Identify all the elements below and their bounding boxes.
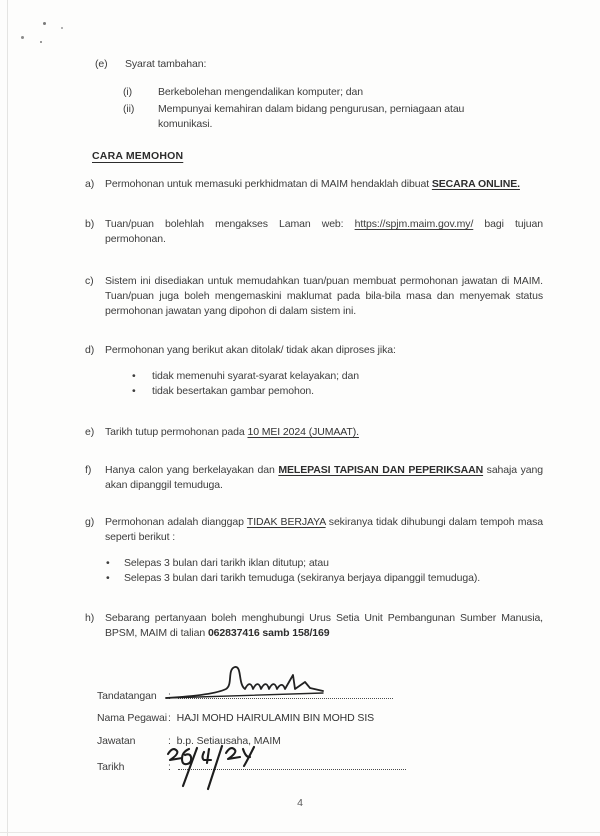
scan-speck bbox=[21, 36, 24, 39]
list-item-d bbox=[85, 343, 543, 398]
bullet-icon: • bbox=[106, 557, 110, 569]
item-label: h) bbox=[85, 612, 95, 624]
subitem-label: (ii) bbox=[123, 103, 135, 115]
clause-subitem bbox=[123, 85, 545, 100]
item-label: c) bbox=[85, 275, 94, 287]
item-label: a) bbox=[85, 178, 95, 190]
subitem-label: (i) bbox=[123, 86, 133, 98]
scan-speck bbox=[40, 41, 42, 43]
list-item-b bbox=[85, 217, 543, 247]
subitem-text: Berkebolehan mengendalikan komputer; dan bbox=[158, 86, 363, 98]
bullet-list bbox=[105, 556, 543, 585]
list-item-e bbox=[85, 425, 543, 440]
bullet-list bbox=[105, 369, 543, 398]
jawatan-label: Jawatan bbox=[97, 735, 136, 747]
item-text: Sistem ini disediakan untuk memudahkan tuan/puan membuat permohonan jawatan di MAIM. Tuan/puan juga boleh mengemaskini maklumat pada bila-bila masa dan menyemak status permohonan jawatan yang dipohon di dalam sistem ini. bbox=[105, 275, 543, 317]
list-item-a bbox=[85, 177, 543, 192]
nama-pegawai-label: Nama Pegawai bbox=[97, 712, 168, 724]
item-text: Sebarang pertanyaan boleh menghubungi Urus Setia Unit Pembangunan Sumber Manusia, BPSM, MAIM di talian 062837416 samb 158/169 bbox=[105, 612, 543, 639]
clause-label: (e) bbox=[95, 58, 108, 70]
clause-title-text: Syarat tambahan: bbox=[125, 58, 207, 70]
item-label: g) bbox=[85, 516, 95, 528]
item-text: Tarikh tutup permohonan pada 10 MEI 2024 (JUMAAT). bbox=[105, 426, 359, 438]
list-item-f bbox=[85, 463, 543, 493]
web-url-text: https://spjm.maim.gov.my/ bbox=[354, 218, 474, 230]
bullet-item: • tidak besertakan gambar pemohon. bbox=[105, 384, 543, 399]
list-item-g bbox=[85, 515, 543, 585]
item-text: Permohonan adalah dianggap TIDAK BERJAYA sekiranya tidak dihubungi dalam tempoh masa seperti berikut : • Selepas 3 bulan dari tarikh iklan ditutup; atau • Selepas 3 bulan dari tarikh temuduga (sekiranya berjaya dipanggil temuduga). bbox=[105, 516, 544, 584]
item-text: Hanya calon yang berkelayakan dan MELEPASI TAPISAN DAN PEPERIKSAAN sahaja yang akan dipanggil temuduga. bbox=[105, 464, 543, 491]
tarikh-label: Tarikh bbox=[97, 761, 125, 773]
item-label: d) bbox=[85, 344, 95, 356]
bullet-item: • Selepas 3 bulan dari tarikh iklan ditutup; atau bbox=[106, 557, 329, 569]
emphasized-text: SECARA ONLINE. bbox=[431, 178, 520, 190]
officer-name: HAJI MOHD HAIRULAMIN BIN MOHD SIS bbox=[176, 712, 375, 724]
bullet-item: • Selepas 3 bulan dari tarikh temuduga (sekiranya berjaya dipanggil temuduga). bbox=[106, 571, 481, 584]
tandatangan-label: Tandatangan bbox=[97, 690, 157, 702]
officer-position: b.p. Setiausaha, MAIM bbox=[176, 735, 281, 747]
scan-speck bbox=[43, 22, 46, 25]
list-item-c bbox=[85, 274, 543, 319]
signature-row-jawatan: Jawatan : b.p. Setiausaha, MAIM bbox=[97, 735, 281, 747]
bullet-icon: • bbox=[132, 370, 136, 382]
handwritten-date bbox=[156, 736, 256, 794]
clause-subitem bbox=[123, 102, 545, 132]
item-text: Tuan/puan bolehlah mengakses Laman web: https://spjm.maim.gov.my/ bagi tujuan permohonan. bbox=[105, 218, 543, 245]
item-label: e) bbox=[85, 426, 95, 438]
scan-edge-line bbox=[0, 832, 600, 833]
item-text: Permohonan untuk memasuki perkhidmatan di MAIM hendaklah dibuat SECARA ONLINE. bbox=[105, 178, 520, 190]
page-number: 4 bbox=[297, 797, 303, 809]
emphasized-text: MELEPASI TAPISAN DAN PEPERIKSAAN bbox=[278, 464, 484, 476]
item-label: b) bbox=[85, 218, 95, 230]
bullet-icon: • bbox=[132, 384, 136, 397]
signature-row-tandatangan: Tandatangan : bbox=[97, 685, 393, 704]
bullet-item: • tidak memenuhi syarat-syarat kelayakan; dan bbox=[105, 369, 543, 384]
section-heading: CARA MEMOHON bbox=[92, 150, 184, 162]
phone-number-text: 062837416 samb 158/169 bbox=[207, 627, 330, 639]
list-item-h bbox=[85, 611, 543, 641]
signature-ink bbox=[160, 660, 370, 702]
emphasized-text: 10 MEI 2024 (JUMAAT). bbox=[247, 426, 359, 438]
item-label: f) bbox=[85, 464, 92, 476]
signature-row-nama: Nama Pegawai: HAJI MOHD HAIRULAMIN BIN MOHD SIS bbox=[97, 712, 375, 724]
subitem-text: Mempunyai kemahiran dalam bidang pengurusan, perniagaan atau komunikasi. bbox=[158, 103, 465, 130]
item-text: Permohonan yang berikut akan ditolak/ tidak akan diproses jika: • tidak memenuhi syarat-syarat kelayakan; dan • tidak besertakan gambar pemohon. bbox=[105, 343, 543, 398]
bullet-icon: • bbox=[106, 571, 110, 584]
signature-row-tarikh: Tarikh : bbox=[97, 756, 406, 775]
clause-e-section bbox=[95, 57, 545, 132]
scan-speck bbox=[61, 27, 63, 29]
emphasized-text: TIDAK BERJAYA bbox=[246, 516, 326, 528]
scan-edge-line bbox=[7, 0, 8, 836]
